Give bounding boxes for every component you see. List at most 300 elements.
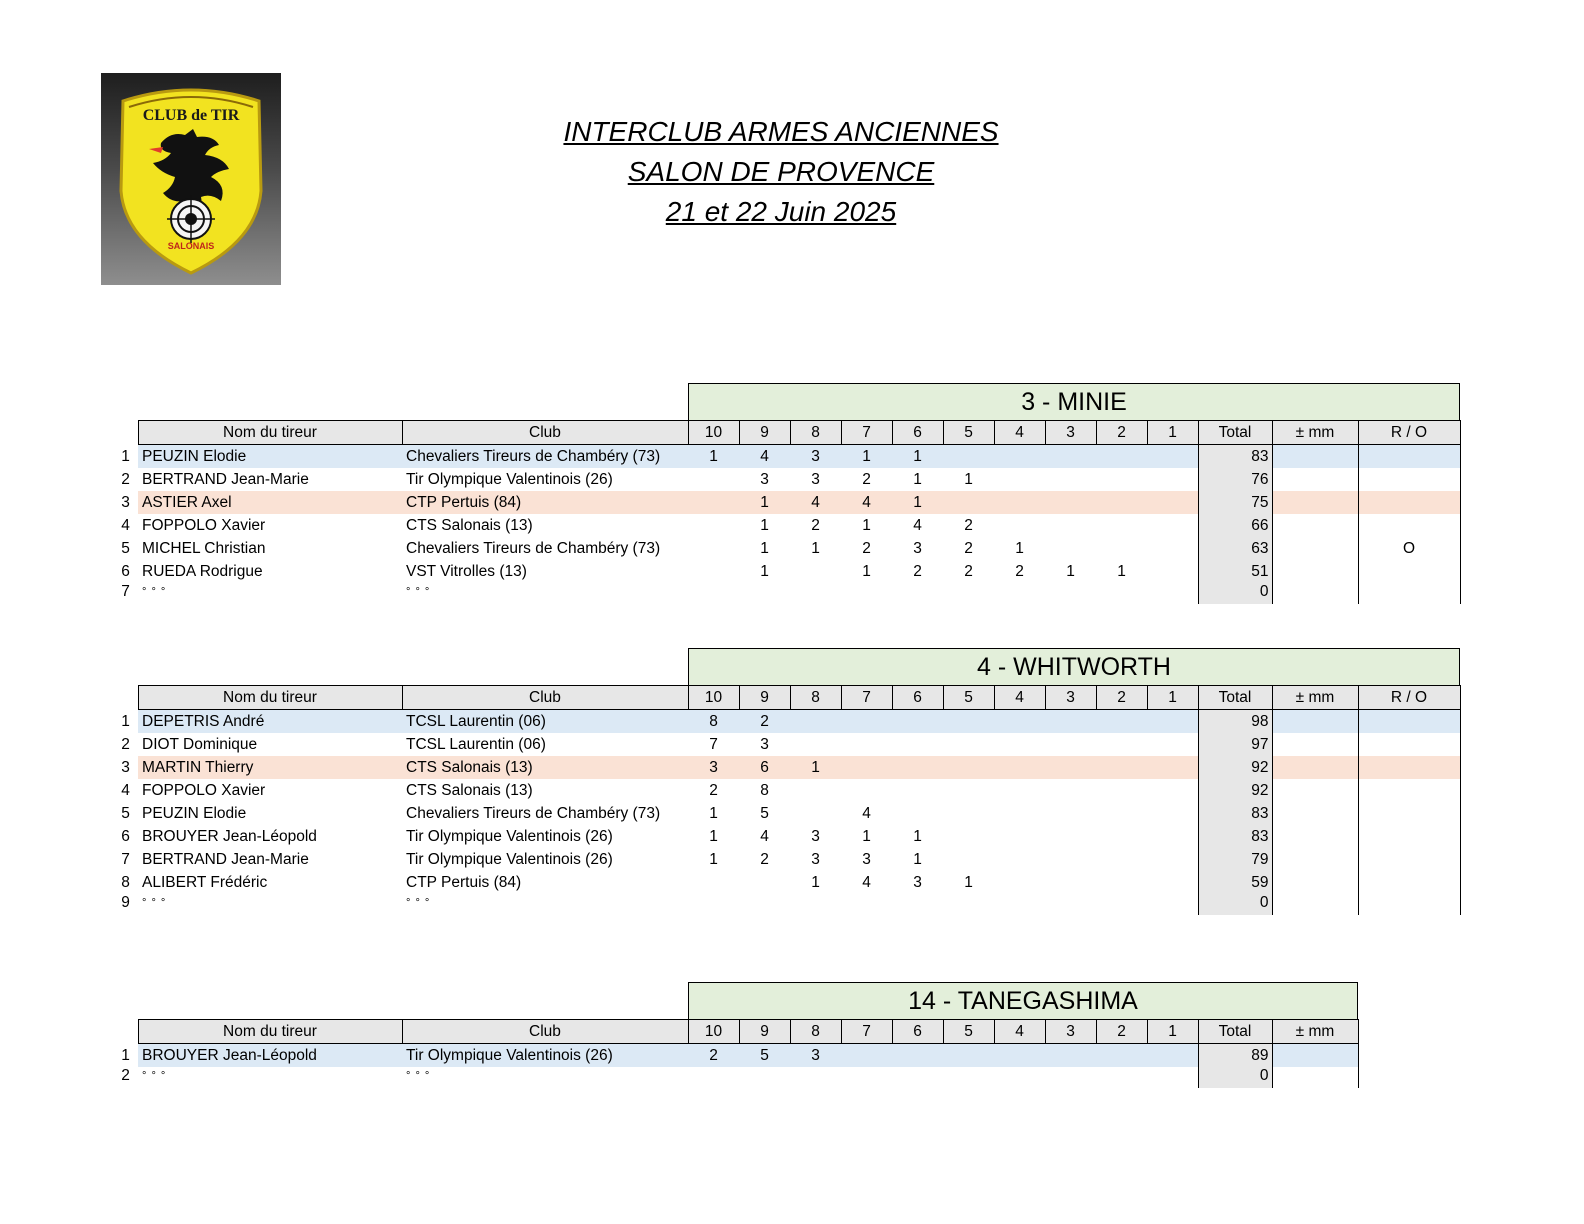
total-score: 83 [1198, 825, 1272, 848]
header-total: Total [1198, 686, 1272, 710]
score-count: 4 [913, 517, 922, 534]
score-count [994, 802, 1045, 825]
header-club: Club [402, 421, 688, 445]
score-count [1147, 710, 1198, 734]
header-name: Nom du tireur [138, 686, 402, 710]
score-count [790, 779, 841, 802]
score-count: 4 [841, 491, 892, 514]
score-count [841, 710, 892, 734]
header-score: 5 [943, 686, 994, 710]
score-count [1096, 491, 1147, 514]
club-name: Chevaliers Tireurs de Chambéry (73) [402, 445, 688, 469]
score-count [1096, 894, 1147, 915]
score-count: 5 [760, 805, 769, 822]
mm-cell [1272, 848, 1358, 871]
score-count [841, 583, 892, 604]
shooter-name: BERTRAND Jean-Marie [142, 851, 309, 868]
score-count: 3 [913, 540, 922, 557]
mm-cell [1272, 710, 1358, 734]
club-name: Chevaliers Tireurs de Chambéry (73) [406, 540, 661, 557]
rank-cell: 5 [121, 805, 130, 822]
header-spacer [113, 421, 138, 445]
score-count: 2 [739, 710, 790, 734]
score-count [1147, 802, 1198, 825]
ro-cell [1358, 894, 1460, 915]
mm-cell [1272, 514, 1358, 537]
section-title-banner: 4 - WHITWORTH [688, 648, 1460, 685]
header-score: 5 [943, 1020, 994, 1044]
score-count [841, 1044, 892, 1068]
table-row [113, 733, 1460, 756]
score-count: 1 [760, 540, 769, 557]
score-count: 1 [862, 828, 871, 845]
ro-cell [1358, 756, 1460, 779]
club-name: ° ° ° [406, 1070, 431, 1082]
score-count: 2 [862, 540, 871, 557]
score-count [1147, 514, 1198, 537]
score-count: 1 [862, 517, 871, 534]
score-count [1096, 445, 1147, 469]
score-count: 3 [913, 874, 922, 891]
club-name: Tir Olympique Valentinois (26) [406, 828, 613, 845]
score-count [1096, 514, 1147, 537]
score-count: 1 [862, 563, 871, 580]
score-count [841, 779, 892, 802]
score-count [994, 756, 1045, 779]
header-score: 4 [994, 421, 1045, 445]
shooter-name: RUEDA Rodrigue [142, 563, 263, 580]
score-count [1045, 514, 1096, 537]
score-count: 8 [688, 710, 739, 734]
header-score: 2 [1096, 686, 1147, 710]
score-count [943, 779, 994, 802]
score-count [688, 514, 739, 537]
total-score: 79 [1198, 848, 1272, 871]
score-count [790, 1067, 841, 1088]
rank-cell: 7 [121, 583, 130, 600]
score-count: 2 [862, 471, 871, 488]
score-count [1147, 468, 1198, 491]
total-score: 97 [1198, 733, 1272, 756]
score-count: 3 [760, 471, 769, 488]
score-count [739, 1067, 790, 1088]
score-count [943, 756, 994, 779]
header-score: 2 [1096, 1020, 1147, 1044]
shooter-name: PEUZIN Elodie [142, 805, 247, 822]
score-count [1045, 537, 1096, 560]
score-count [841, 1067, 892, 1088]
shooter-name: ALIBERT Frédéric [142, 874, 268, 891]
ro-cell [1358, 583, 1460, 604]
rank-cell: 9 [121, 894, 130, 911]
header-name: Nom du tireur [138, 421, 402, 445]
rank-cell: 6 [121, 828, 130, 845]
ro-cell [1358, 491, 1460, 514]
score-count [739, 871, 790, 894]
rank-cell: 3 [121, 494, 130, 511]
rank-cell: 7 [121, 851, 130, 868]
score-count [994, 894, 1045, 915]
header-score: 6 [892, 421, 943, 445]
score-count: 6 [739, 756, 790, 779]
header-score: 4 [994, 1020, 1045, 1044]
ro-cell [1358, 560, 1460, 583]
ro-cell [1358, 710, 1460, 734]
score-count [1096, 733, 1147, 756]
table-row [113, 1067, 1358, 1088]
score-count [1045, 733, 1096, 756]
score-count [994, 514, 1045, 537]
total-score: 76 [1198, 468, 1272, 491]
score-count [1096, 756, 1147, 779]
score-count: 4 [739, 445, 790, 469]
shooter-name: ° ° ° [142, 586, 167, 598]
total-score: 89 [1198, 1044, 1272, 1068]
score-count: 1 [892, 445, 943, 469]
total-score: 0 [1198, 894, 1272, 915]
score-count [943, 583, 994, 604]
shooter-name: BROUYER Jean-Léopold [142, 828, 317, 845]
score-count: 1 [964, 874, 973, 891]
mm-cell [1272, 491, 1358, 514]
logo-text-bottom: SALONAIS [167, 241, 215, 251]
club-name: ° ° ° [406, 586, 431, 598]
mm-cell [1272, 468, 1358, 491]
score-count: 3 [811, 851, 820, 868]
ro-cell [1358, 779, 1460, 802]
score-count [1147, 445, 1198, 469]
score-count [1147, 779, 1198, 802]
table-row [113, 583, 1460, 604]
total-score: 0 [1198, 583, 1272, 604]
club-shield-emblem [101, 73, 281, 285]
score-count [892, 894, 943, 915]
mm-cell [1272, 583, 1358, 604]
score-count [1147, 894, 1198, 915]
score-count [688, 491, 739, 514]
header-score: 9 [739, 686, 790, 710]
table-header-row [113, 686, 1460, 710]
header-ro: R / O [1358, 421, 1460, 445]
header-score: 2 [1096, 421, 1147, 445]
header-score: 10 [688, 421, 739, 445]
score-count [1096, 468, 1147, 491]
score-count [1147, 733, 1198, 756]
header-score: 1 [1147, 686, 1198, 710]
rank-cell: 2 [121, 471, 130, 488]
mm-cell [1272, 756, 1358, 779]
score-count: 2 [1015, 563, 1024, 580]
score-count [994, 848, 1045, 871]
score-count: 1 [1066, 563, 1075, 580]
score-count [1096, 825, 1147, 848]
results-table [113, 685, 1461, 915]
score-count [1045, 802, 1096, 825]
score-count: 5 [739, 1044, 790, 1068]
table-row [113, 537, 1460, 560]
score-count [943, 1067, 994, 1088]
score-count [1045, 491, 1096, 514]
header-score: 10 [688, 1020, 739, 1044]
score-count [1147, 1067, 1198, 1088]
score-count: 3 [688, 756, 739, 779]
club-name: Tir Olympique Valentinois (26) [406, 851, 613, 868]
score-count [994, 445, 1045, 469]
ro-cell [1358, 848, 1460, 871]
score-count: 1 [1015, 540, 1024, 557]
ro-cell [1358, 468, 1460, 491]
score-count: 4 [760, 828, 769, 845]
club-name: Tir Olympique Valentinois (26) [402, 1044, 688, 1068]
score-count: 2 [964, 517, 973, 534]
header-score: 3 [1045, 421, 1096, 445]
header-score: 8 [790, 421, 841, 445]
score-count [892, 1044, 943, 1068]
score-count: 4 [862, 805, 871, 822]
shooter-name: BERTRAND Jean-Marie [142, 471, 309, 488]
score-count: 8 [760, 782, 769, 799]
score-count: 1 [760, 517, 769, 534]
score-count [688, 468, 739, 491]
mm-cell [1272, 825, 1358, 848]
score-count: 3 [790, 1044, 841, 1068]
mm-cell [1272, 1067, 1358, 1088]
total-score: 63 [1198, 537, 1272, 560]
score-count [1045, 1044, 1096, 1068]
shooter-name: FOPPOLO Xavier [142, 782, 266, 799]
score-count [892, 1067, 943, 1088]
mm-cell [1272, 560, 1358, 583]
table-row [113, 802, 1460, 825]
header-score: 9 [739, 421, 790, 445]
score-count [994, 871, 1045, 894]
header-score: 3 [1045, 1020, 1096, 1044]
score-count [943, 894, 994, 915]
shooter-name: PEUZIN Elodie [138, 445, 402, 469]
table-row [113, 491, 1460, 514]
score-count [892, 756, 943, 779]
header-score: 9 [739, 1020, 790, 1044]
rank-cell: 2 [121, 1067, 130, 1084]
header-score: 10 [688, 686, 739, 710]
score-count: 3 [862, 851, 871, 868]
total-score: 92 [1198, 779, 1272, 802]
score-count [790, 710, 841, 734]
score-count [688, 1067, 739, 1088]
score-count [1096, 537, 1147, 560]
shooter-name: ° ° ° [142, 1070, 167, 1082]
score-count: 1 [913, 471, 922, 488]
results-table [113, 420, 1461, 604]
header-club: Club [402, 686, 688, 710]
event-title: INTERCLUB ARMES ANCIENNES [563, 116, 999, 147]
score-count: 1 [709, 828, 718, 845]
total-score: 66 [1198, 514, 1272, 537]
score-count: 1 [913, 851, 922, 868]
table-header-row [113, 1020, 1358, 1044]
mm-cell [1272, 733, 1358, 756]
rank-cell: 6 [121, 563, 130, 580]
score-count [790, 733, 841, 756]
shooter-name: MICHEL Christian [142, 540, 266, 557]
score-count [841, 894, 892, 915]
score-count: 7 [709, 736, 718, 753]
score-count [943, 491, 994, 514]
total-score: 59 [1198, 871, 1272, 894]
club-name: CTP Pertuis (84) [406, 874, 522, 891]
table-row [113, 871, 1460, 894]
results-table [113, 1019, 1359, 1088]
header-score: 8 [790, 1020, 841, 1044]
total-score: 51 [1198, 560, 1272, 583]
rank-cell: 8 [121, 874, 130, 891]
club-name: CTS Salonais (13) [406, 782, 533, 799]
header-score: 6 [892, 686, 943, 710]
shooter-name: FOPPOLO Xavier [142, 517, 266, 534]
score-count: 2 [913, 563, 922, 580]
score-count [1045, 871, 1096, 894]
score-count: 1 [964, 471, 973, 488]
score-count [1096, 871, 1147, 894]
score-count: 2 [811, 517, 820, 534]
score-count [739, 583, 790, 604]
score-count: 1 [790, 756, 841, 779]
table-row [113, 894, 1460, 915]
header-name: Nom du tireur [138, 1020, 402, 1044]
score-count [688, 583, 739, 604]
event-dates: 21 et 22 Juin 2025 [665, 196, 897, 227]
score-count [1147, 491, 1198, 514]
score-count [1045, 710, 1096, 734]
header-score: 8 [790, 686, 841, 710]
score-count [1096, 848, 1147, 871]
header-score: 3 [1045, 686, 1096, 710]
score-count [892, 710, 943, 734]
rank-cell: 1 [121, 447, 130, 465]
score-count [790, 583, 841, 604]
score-count [1045, 1067, 1096, 1088]
score-count [1045, 848, 1096, 871]
score-count [994, 1044, 1045, 1068]
score-count [994, 583, 1045, 604]
score-count [892, 733, 943, 756]
score-count [1147, 560, 1198, 583]
table-row [113, 514, 1460, 537]
mm-cell [1272, 1044, 1358, 1068]
score-count [790, 560, 841, 583]
score-count: 3 [811, 471, 820, 488]
header-spacer [113, 686, 138, 710]
score-count [994, 1067, 1045, 1088]
score-count [1147, 583, 1198, 604]
section-title-banner: 14 - TANEGASHIMA [688, 982, 1358, 1019]
score-count [790, 894, 841, 915]
club-name: TCSL Laurentin (06) [402, 710, 688, 734]
score-count [841, 733, 892, 756]
score-count [1096, 1067, 1147, 1088]
score-count: 2 [760, 851, 769, 868]
score-count [1147, 1044, 1198, 1068]
table-row [113, 825, 1460, 848]
score-count: 2 [688, 1044, 739, 1068]
score-count [943, 733, 994, 756]
score-count [1045, 756, 1096, 779]
score-count [1147, 825, 1198, 848]
score-count [841, 756, 892, 779]
club-name: CTS Salonais (13) [406, 517, 533, 534]
club-name: CTP Pertuis (84) [402, 491, 688, 514]
score-count [943, 1044, 994, 1068]
header-mm: ± mm [1272, 421, 1358, 445]
mm-cell [1272, 894, 1358, 915]
score-count [994, 825, 1045, 848]
total-score: 75 [1198, 491, 1272, 514]
score-count [994, 733, 1045, 756]
score-count [1096, 583, 1147, 604]
score-count [943, 802, 994, 825]
score-count [1147, 848, 1198, 871]
mm-cell [1272, 445, 1358, 469]
ro-cell [1358, 825, 1460, 848]
shooter-name: DEPETRIS André [138, 710, 402, 734]
score-count [688, 894, 739, 915]
score-count: 1 [913, 828, 922, 845]
table-row [113, 756, 1460, 779]
score-count [1147, 537, 1198, 560]
score-count: 1 [709, 805, 718, 822]
table-row [113, 445, 1460, 469]
score-count: 1 [760, 563, 769, 580]
logo-text-top: CLUB de TIR [142, 107, 240, 124]
header-mm: ± mm [1272, 1020, 1358, 1044]
rank-cell: 1 [121, 1046, 130, 1064]
total-score: 98 [1198, 710, 1272, 734]
mm-cell [1272, 802, 1358, 825]
mm-cell [1272, 537, 1358, 560]
header-total: Total [1198, 1020, 1272, 1044]
rank-cell: 4 [121, 782, 130, 799]
ro-cell [1358, 871, 1460, 894]
ro-cell [1358, 514, 1460, 537]
score-count [1045, 825, 1096, 848]
score-count [1045, 445, 1096, 469]
score-count [1045, 894, 1096, 915]
score-count [994, 779, 1045, 802]
header-score: 1 [1147, 421, 1198, 445]
total-score: 92 [1198, 756, 1272, 779]
club-name: VST Vitrolles (13) [406, 563, 527, 580]
table-row [113, 1044, 1358, 1068]
score-count [1096, 1044, 1147, 1068]
rank-cell: 2 [121, 736, 130, 753]
score-count: 2 [964, 563, 973, 580]
header-total: Total [1198, 421, 1272, 445]
score-count [994, 468, 1045, 491]
rank-cell: 1 [121, 712, 130, 730]
score-count [739, 894, 790, 915]
club-name: Tir Olympique Valentinois (26) [406, 471, 613, 488]
score-count: 1 [811, 540, 820, 557]
rank-cell: 3 [121, 759, 130, 776]
header-score: 7 [841, 421, 892, 445]
club-name: Chevaliers Tireurs de Chambéry (73) [406, 805, 661, 822]
score-count [688, 871, 739, 894]
score-count [1096, 802, 1147, 825]
header-mm: ± mm [1272, 686, 1358, 710]
score-count: 1 [811, 874, 820, 891]
club-logo [101, 73, 281, 285]
table-row [113, 779, 1460, 802]
